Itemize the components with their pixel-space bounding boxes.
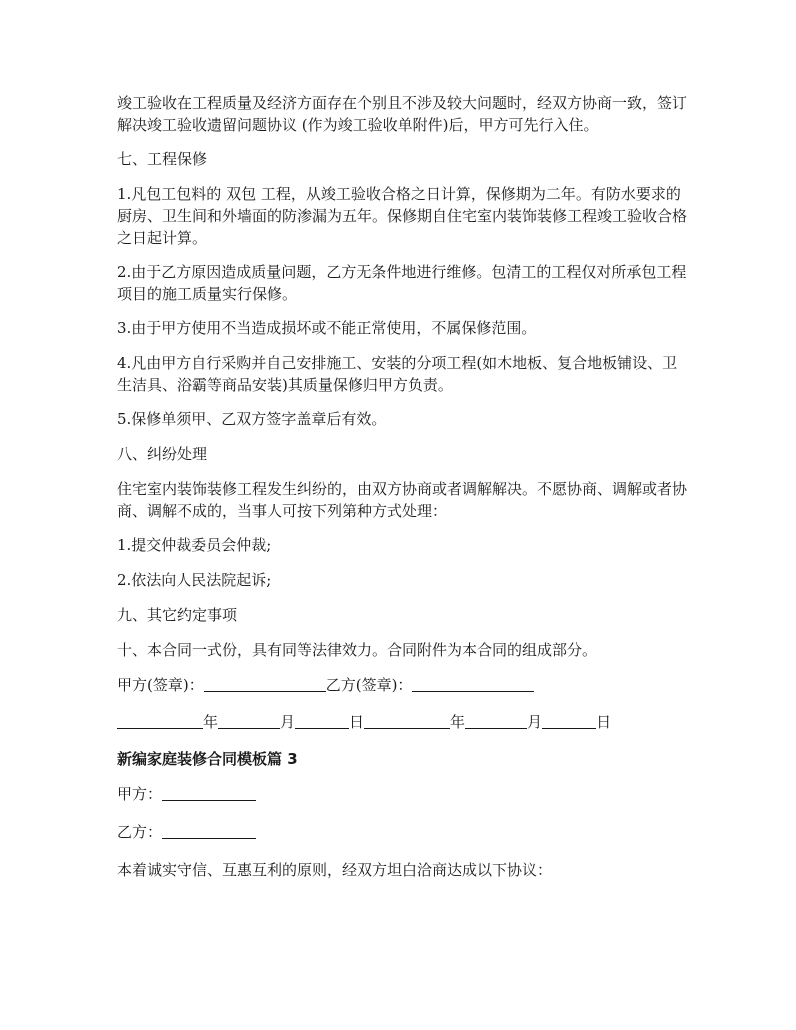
paragraph-completion-acceptance: 竣工验收在工程质量及经济方面存在个别且不涉及较大问题时，经双方协商一致，签订 解决竣工验收遗留问题协议 (作为竣工验收单附件)后，甲方可先行入住。 <box>117 94 692 134</box>
section-9-title: 九、其它约定事项 <box>117 606 238 624</box>
party-b-line <box>117 821 687 843</box>
date-year-label-a: 年 <box>203 713 219 731</box>
dispute-item-2: 2.依法向人民法院起诉; <box>117 571 272 589</box>
warranty-item-4: 4.凡由甲方自行采购并自己安排施工、安装的分项工程(如木地板、复合地板铺设、卫生洁具、浴霸等商品安装)其质量保修归甲方负责。 <box>117 354 678 394</box>
date-line <box>117 711 687 733</box>
party-a-sign-blank[interactable] <box>204 675 326 692</box>
month-b-blank[interactable] <box>465 712 527 729</box>
section-8-title: 八、纠纷处理 <box>117 445 208 463</box>
date-day-label-b: 日 <box>596 713 612 731</box>
warranty-item-1: 1.凡包工包料的 双包 工程，从竣工验收合格之日计算，保修期为二年。有防水要求的厨房、卫生间和外墙面的防渗漏为五年。保修期自住宅室内装饰装修工程竣工验收合格之日起计算。 <box>117 185 688 247</box>
warranty-item-5: 5.保修单须甲、乙双方签字盖章后有效。 <box>117 410 387 428</box>
day-a-blank[interactable] <box>295 712 349 729</box>
party-b-sign-label: 乙方(签章)： <box>325 676 413 694</box>
template-section-heading: 新编家庭装修合同模板篇 3 <box>117 750 298 768</box>
party-a-sign-label: 甲方(签章)： <box>117 676 204 694</box>
party-a-line <box>117 783 687 805</box>
dispute-body: 住宅室内装饰装修工程发生纠纷的，由双方协商或者调解解决。不愿协商、调解或者协商、调解不成的，当事人可按下列第种方式处理： <box>117 480 688 520</box>
date-month-label-b: 月 <box>527 713 543 731</box>
day-b-blank[interactable] <box>542 712 596 729</box>
signature-line <box>117 674 687 696</box>
party-b-label: 乙方： <box>117 823 163 841</box>
party-a-blank[interactable] <box>162 784 256 801</box>
party-b-sign-blank[interactable] <box>412 675 534 692</box>
month-a-blank[interactable] <box>218 712 280 729</box>
section-7-title: 七、工程保修 <box>117 150 208 168</box>
document-page <box>117 92 692 894</box>
date-day-label-a: 日 <box>349 713 365 731</box>
year-b-blank[interactable] <box>364 712 450 729</box>
agreement-intro: 本着诚实守信、互惠互利的原则，经双方坦白洽商达成以下协议： <box>117 861 553 879</box>
dispute-item-1: 1.提交仲裁委员会仲裁; <box>117 536 272 554</box>
date-month-label-a: 月 <box>280 713 296 731</box>
warranty-item-3: 3.由于甲方使用不当造成损坏或不能正常使用，不属保修范围。 <box>117 319 537 337</box>
year-a-blank[interactable] <box>117 712 203 729</box>
party-b-blank[interactable] <box>162 822 256 839</box>
section-10-body: 十、本合同一式份，具有同等法律效力。合同附件为本合同的组成部分。 <box>117 641 598 659</box>
warranty-item-2: 2.由于乙方原因造成质量问题，乙方无条件地进行维修。包清工的工程仅对所承包工程项目的施工质量实行保修。 <box>117 263 687 303</box>
party-a-label: 甲方： <box>117 785 163 803</box>
date-year-label-b: 年 <box>450 713 466 731</box>
